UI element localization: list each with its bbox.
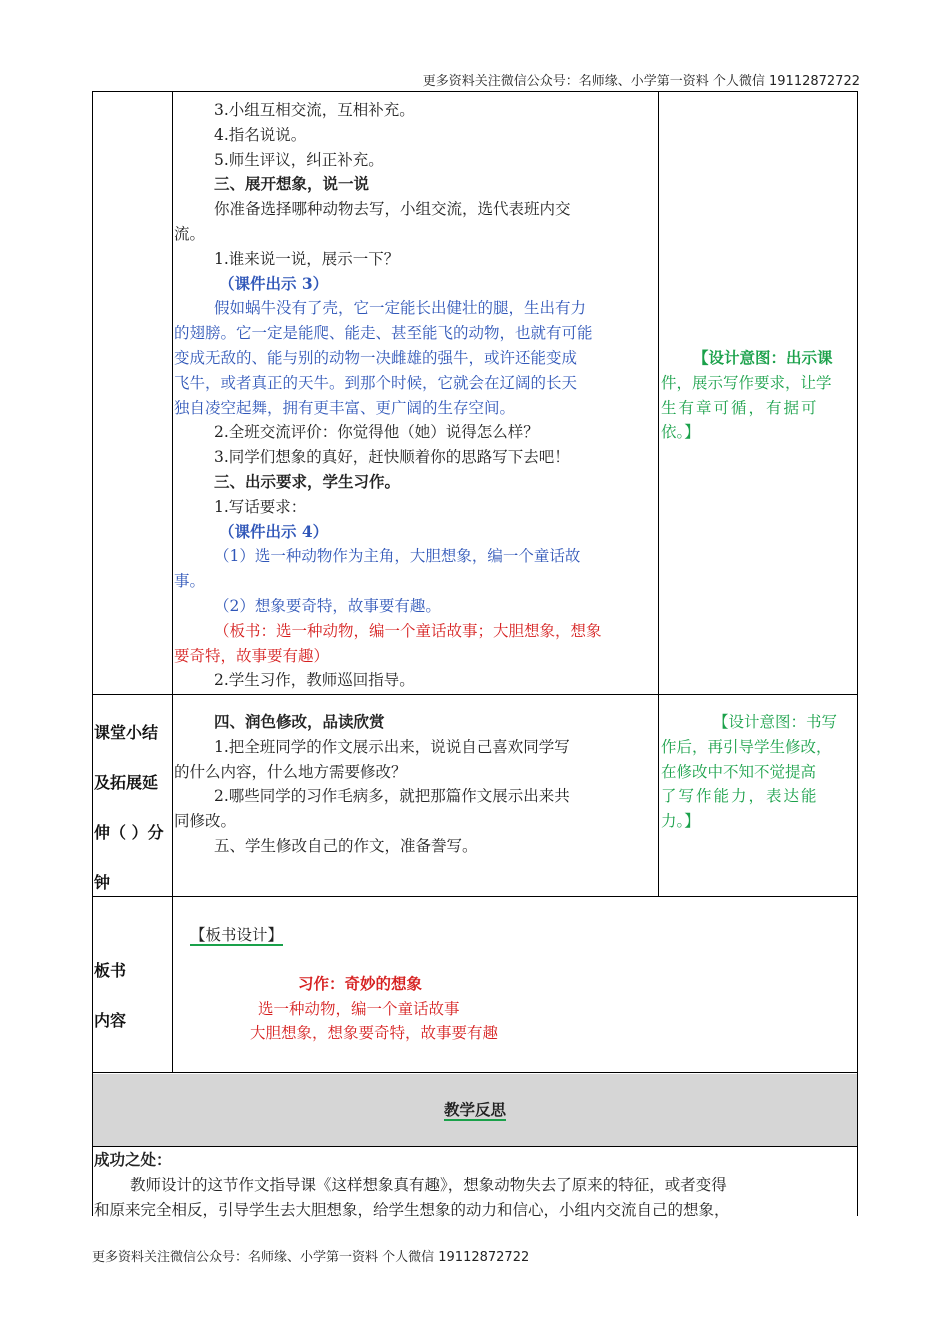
row2-label [94,708,172,908]
board-note-b: 要奇特，故事要有趣） [174,646,330,665]
question-2: 2.全班交流评价：你觉得他（她）说得怎么样？ [214,423,539,442]
snail-line-4: 飞牛，或者真正的天牛。到那个时候，它就会在辽阔的长天 [174,373,578,392]
intent1-line-1: 【设计意图：出示课 [693,348,833,367]
choose-animal-para-b: 流。 [174,224,206,243]
intent2-line-5: 力。】 [661,812,700,831]
row3-label [94,946,172,1046]
intent1-line-4: 依。】 [661,423,700,442]
row2-label-line-1: 课堂小结 [94,723,159,742]
section-3b-title: 三、出示要求，学生习作。 [214,471,401,491]
step-2: 2.学生习作，教师巡回指导。 [214,671,415,690]
section-4-title: 四、润色修改，品读欣赏 [214,712,385,731]
snail-line-1: 假如蜗牛没有了壳，它一定能长出健壮的腿，生出有力 [214,299,587,318]
row1-line-3: 5.师生评议，纠正补充。 [214,150,384,169]
snail-line-5: 独自凌空起舞，拥有更丰富、更广阔的生存空间。 [174,398,516,417]
row2-design-intent [661,710,857,834]
row1-line-1: 3.小组互相交流，互相补充。 [214,101,415,119]
courseware-4: （课件出示 4） [219,521,329,541]
board-line-1: 选一种动物，编一个童话故事 [258,1000,460,1018]
reflection-title [93,1098,857,1123]
section-5: 五、学生修改自己的作文，准备誊写。 [214,836,478,855]
row2-content [174,710,658,859]
board-design-title-text: 【板书设计】 [190,926,284,944]
reflection-body [94,1148,857,1222]
intent1-line-2: 件，展示写作要求，让学 [661,373,832,392]
board-heading: 习作：奇妙的想象 [298,975,423,993]
intent2-line-1: 【设计意图：书写 [713,713,838,731]
question-1: 1.谁来说一说，展示一下？ [214,249,400,268]
header-rule [92,91,858,92]
row2-label-line-3: 伸（ ）分 [94,823,164,842]
board-design-title [190,923,283,948]
courseware-3: （课件出示 3） [219,273,329,293]
row1-design-intent [661,346,857,445]
question-3: 3.同学们想象的真好，赶快顺着你的思路写下去吧！ [214,448,570,467]
reflection-line-1: 教师设计的这节作文指导课《这样想象真有趣》，想象动物失去了原来的特征，或者变得 [130,1175,727,1194]
row3-label-line-2: 内容 [94,1011,127,1030]
reflection-line-2: 和原来完全相反，引导学生去大胆想象，给学生想象的动力和信心，小组内交流自己的想象， [94,1200,730,1219]
intent2-line-4: 了写作能力，表达能 [661,787,819,806]
requirement-label: 1.写话要求： [214,497,307,516]
row2-label-line-4: 钟 [94,873,111,892]
page-footer: 更多资料关注微信公众号：名师缘、小学第一资料 个人微信 19112872722 [92,1250,530,1265]
table-rule-row2-bottom [92,896,858,897]
summary-step-2-a: 2.哪些同学的习作毛病多，就把那篇作文展示出来共 [214,787,570,806]
table-rule-row1-bottom [92,694,858,695]
board-line-2: 大胆想象，想象要奇特，故事要有趣 [250,1024,499,1042]
intent2-line-2: 作后，再引导学生修改， [661,737,832,756]
table-col-divider-2 [658,91,659,896]
intent2-line-3: 在修改中不知不觉提高 [661,762,817,781]
requirement-2: （2）想象要奇特，故事要有趣。 [214,596,441,615]
snail-line-2: 的翅膀。它一定是能爬、能走、甚至能飞的动物，也就有可能 [174,324,593,343]
requirement-1-a: （1）选一种动物作为主角，大胆想象，编一个童话故 [214,547,581,566]
page-header: 更多资料关注微信公众号：名师缘、小学第一资料 个人微信 19112872722 [422,74,860,89]
choose-animal-para-a: 你准备选择哪种动物去写，小组交流，选代表班内交 [214,200,571,219]
board-note-a: （板书：选一种动物，编一个童话故事；大胆想象，想象 [214,621,602,640]
table-rule-row3-bottom [92,1072,858,1073]
row2-label-line-2: 及拓展延 [94,773,159,792]
table-right-border [857,91,858,1216]
table-col-divider-1 [172,91,173,1072]
requirement-1-b: 事。 [174,572,206,591]
intent1-line-3: 生有章可循，有据可 [661,398,819,417]
success-label: 成功之处： [94,1151,172,1169]
reflection-title-text: 教学反思 [443,1101,506,1119]
table-rule-reflection-bottom [92,1146,858,1147]
table-left-border [92,91,93,1216]
row3-label-line-1: 板书 [94,961,127,980]
row1-content [174,98,658,693]
summary-step-2-b: 同修改。 [174,812,237,831]
summary-step-1-b: 的什么内容，什么地方需要修改？ [174,762,407,781]
snail-line-3: 变成无敌的、能与别的动物一决雌雄的强牛，或许还能变成 [174,348,578,367]
row1-line-2: 4.指名说说。 [214,125,307,144]
summary-step-1-a: 1.把全班同学的作文展示出来，说说自己喜欢同学写 [214,737,570,756]
section-3-title: 三、展开想象，说一说 [214,174,370,194]
